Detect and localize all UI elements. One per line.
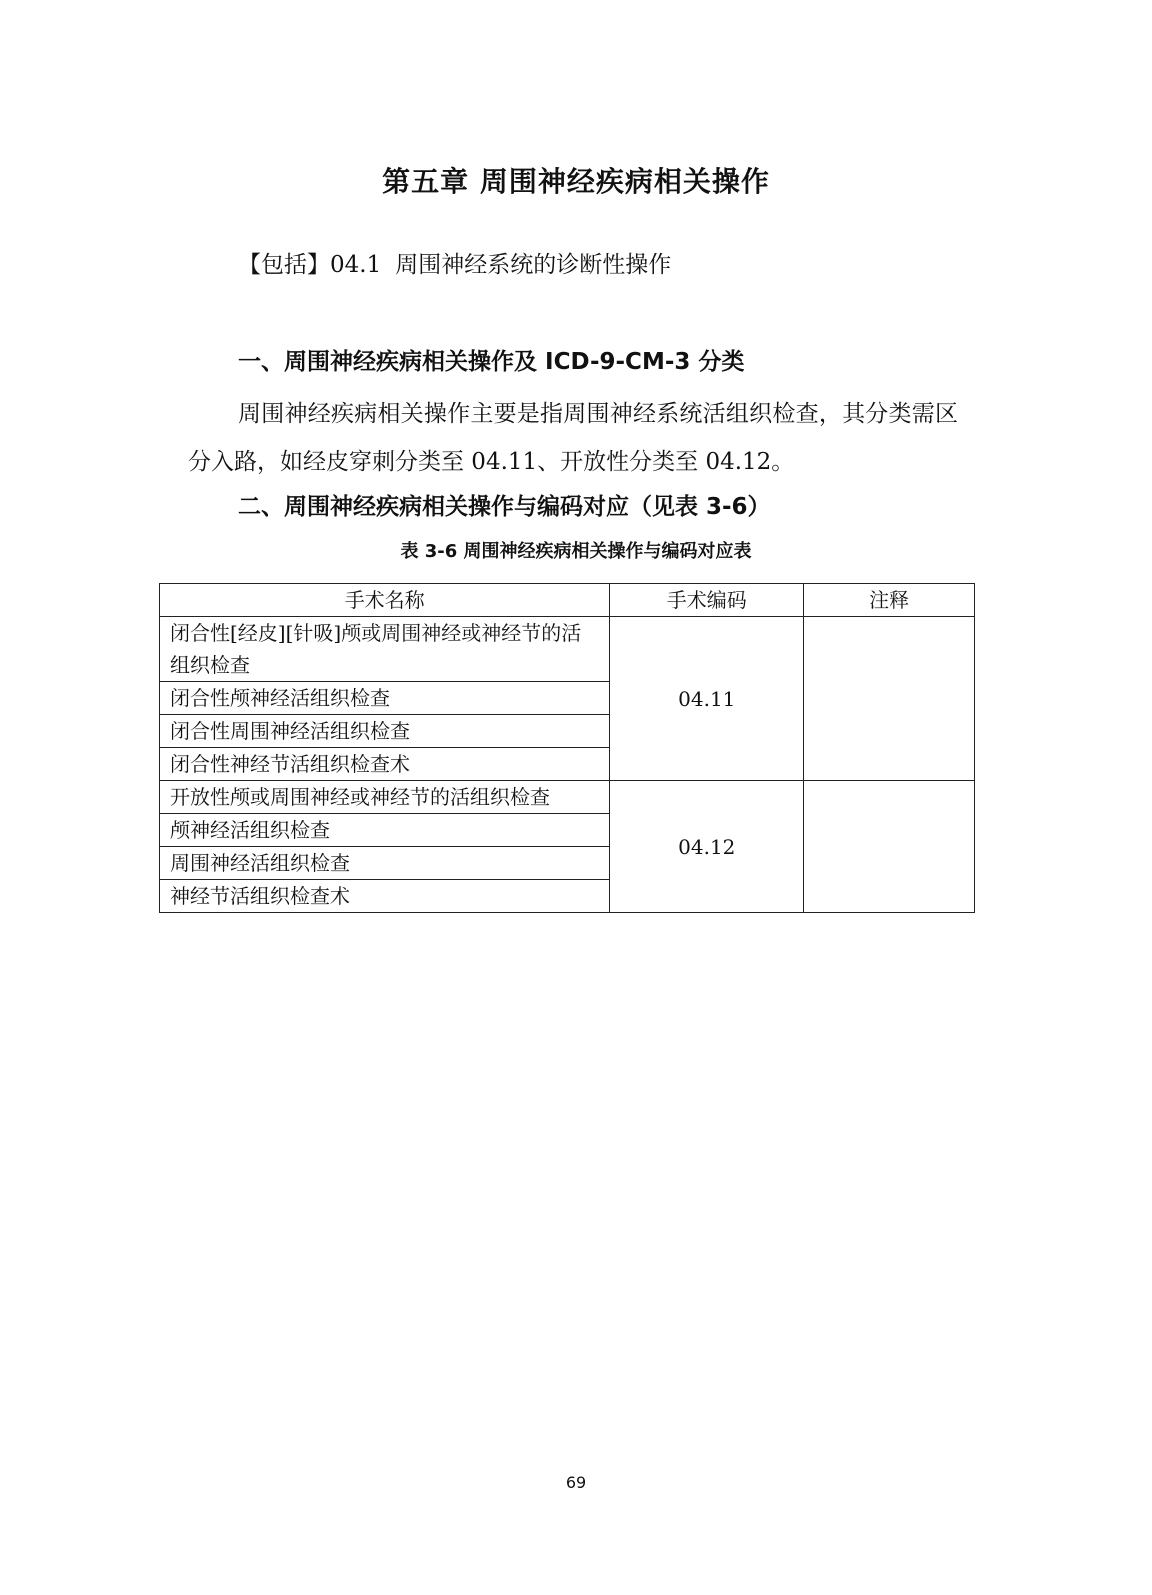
note-cell [804,781,975,913]
procedure-code-table [159,583,975,913]
section1-heading: 一、周围神经疾病相关操作及 ICD-9-CM-3 分类 [238,349,745,375]
includes-text: 周围神经系统的诊断性操作 [395,252,672,278]
procedure-name-cell: 闭合性颅神经活组织检查 [160,682,610,715]
header-procedure-name: 手术名称 [160,584,610,617]
chapter-title: 第五章 周围神经疾病相关操作 [382,165,770,198]
includes-line [238,246,671,279]
procedure-name-cell: 闭合性周围神经活组织检查 [160,715,610,748]
includes-label: 【包括】 [238,252,330,278]
procedure-name-cell: 闭合性[经皮][针吸]颅或周围神经或神经节的活组织检查 [160,617,610,682]
procedure-name-cell: 闭合性神经节活组织检查术 [160,748,610,781]
procedure-name-cell: 颅神经活组织检查 [160,814,610,847]
table-caption: 表 3-6 周围神经疾病相关操作与编码对应表 [400,541,752,562]
table-row [160,617,975,682]
table-row [160,781,975,814]
section1-paragraph: 周围神经疾病相关操作主要是指周围神经系统活组织检查，其分类需区分入路，如经皮穿刺分类至 04.11、开放性分类至 04.12。 [188,401,958,475]
page-number: 69 [565,1473,587,1492]
note-cell [804,617,975,781]
includes-code: 04.1 [330,252,382,278]
procedure-name-cell: 神经节活组织检查术 [160,880,610,913]
table-header-row [160,584,975,617]
header-procedure-code: 手术编码 [610,584,804,617]
procedure-name-cell: 开放性颅或周围神经或神经节的活组织检查 [160,781,610,814]
section2-heading: 二、周围神经疾病相关操作与编码对应（见表 3-6） [238,494,771,520]
procedure-name-cell: 周围神经活组织检查 [160,847,610,880]
procedure-code-cell: 04.12 [610,781,804,913]
header-note: 注释 [804,584,975,617]
procedure-code-cell: 04.11 [610,617,804,781]
